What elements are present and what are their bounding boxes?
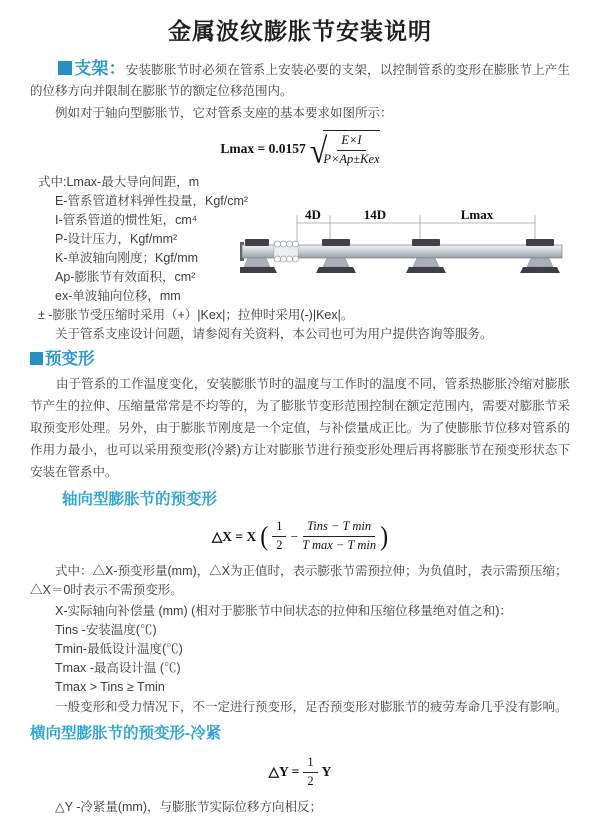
definition-line: X-实际轴向补偿量 (mm) (相对于膨胀节中间状态的拉伸和压缩位移量绝对值之和)： (55, 603, 512, 618)
lateral-note: △Y -冷紧量(mm)，与膨胀节实际位移方向相反； (55, 800, 323, 814)
page-title: 金属波纹膨胀节安装说明 (168, 18, 432, 44)
lateral-formula-rhs: Y (321, 764, 332, 779)
axial-note: 一般变形和受力情况下，不一定进行预变形，足否预变形对膨胀节的疲劳寿命几乎没有影响。 (55, 699, 568, 714)
support-intro-text: 安装膨胀节时必须在管系上安装必要的支架，以控制管系的变形在膨胀节上产生的位移方向并限制在膨胀节的额定位移范围内。 (30, 63, 570, 98)
lateral-subsection-heading: 横向型膨胀节的预变形-冷紧 (30, 725, 222, 742)
pipe-support-diagram (240, 205, 570, 293)
definition-line: I-管系管道的惯性矩，cm⁴ (55, 212, 198, 227)
dimension-label-lmax: Lmax (460, 207, 494, 222)
dimension-label-14d: 14D (363, 207, 387, 222)
dimension-label-4d: 4D (305, 207, 321, 222)
definition-line: E-管系管道材料弹性投量，Kgf/cm² (55, 193, 249, 208)
axial-formula (0, 518, 600, 556)
definition-line: Tmax > Tins ≥ Tmin (55, 679, 165, 694)
radical-icon: √ (309, 129, 328, 170)
definition-line: 关于管系支座设计问题，请参阅有关资料，本公司也可为用户提供咨询等服务。 (55, 326, 493, 341)
lateral-formula (0, 754, 600, 790)
lmax-fraction (323, 130, 379, 167)
lmax-formula-lhs: Lmax = 0.0157 (220, 140, 306, 156)
lmax-fraction-numerator: E×I (337, 133, 365, 151)
predeform-section-heading (30, 348, 600, 370)
definition-line: 式中:Lmax-最大导向间距，m (38, 174, 200, 189)
half-fraction: $\frac{1}{2}$ (272, 519, 286, 553)
definition-line: ex-单波轴向位移，mm (55, 288, 181, 303)
definition-line: P-设计压力，Kgf/mm² (55, 231, 178, 246)
support-section-heading-label: 支架： (74, 59, 126, 78)
predeform-paragraph: 由于管系的工作温度变化，安装膨胀节时的温度与工作时的温度不同，管系热膨胀冷缩对膨胀节产生的拉伸、压缩量常常是不均等的，为了膨胀节变形范围控制在额定范围内，需要对膨胀节采取预变形处理。另外，由于膨胀节刚度是一个定值，与补偿量成正比。为了使膨胀节位移对管系的作用力最小，也可以采用预变形(冷紧)方让对膨胀节进行预变形处理后再将膨胀节在预变形状态下安装在管系中。 (30, 376, 570, 479)
lateral-formula-lhs: △Y = (268, 764, 300, 779)
definition-line: Tmin-最低设计温度(℃) (55, 641, 183, 656)
axial-definition-list (55, 602, 600, 697)
support-intro-paragraph (30, 58, 570, 102)
temperature-fraction: $\frac{\text{Tins − T min}}{\text{T max − T min}}$ (302, 519, 377, 552)
section-marker-icon (30, 352, 43, 365)
predeform-section-heading-label: 预变形 (45, 349, 95, 368)
axial-formula-lhs: △X = X (211, 528, 257, 544)
bellows-expansion-joint (274, 241, 299, 262)
definition-line: ± -膨胀节受压缩时采用（+）|Kex|；拉伸时采用(-)|Kex|。 (38, 307, 354, 322)
minus-sign: − (290, 528, 299, 544)
sqrt-expression (309, 129, 380, 170)
definition-line: Tins -安装温度(℃) (55, 622, 157, 637)
open-paren: ( (260, 521, 269, 552)
definition-line: Ap-膨胀节有效面积，cm² (55, 269, 196, 284)
half-fraction: $\frac{1}{2}$ (303, 755, 317, 789)
definition-line: Tmax -最高设计温 (℃) (55, 660, 181, 675)
support-example-line: 例如对于轴向型膨胀节，它对管系支座的基本要求如图所示： (55, 106, 393, 120)
support-section-heading (58, 59, 126, 78)
document-page (0, 13, 600, 814)
lmax-formula (0, 129, 600, 169)
close-paren: ) (380, 521, 389, 552)
lmax-fraction-denominator: P×Ap±Kex (323, 151, 380, 166)
axial-subsection-heading: 轴向型膨胀节的预变形 (62, 490, 218, 508)
axial-explain-paragraph: 式中：△X-预变形量(mm)，△X为正值时，表示膨张节需预拉伸；为负值时，表示需预压缩；△X＝0时表示不需预变形。 (30, 563, 568, 597)
section-marker-icon (58, 61, 72, 75)
definition-line: K-单波轴向刚度；Kgf/mm (55, 250, 199, 265)
